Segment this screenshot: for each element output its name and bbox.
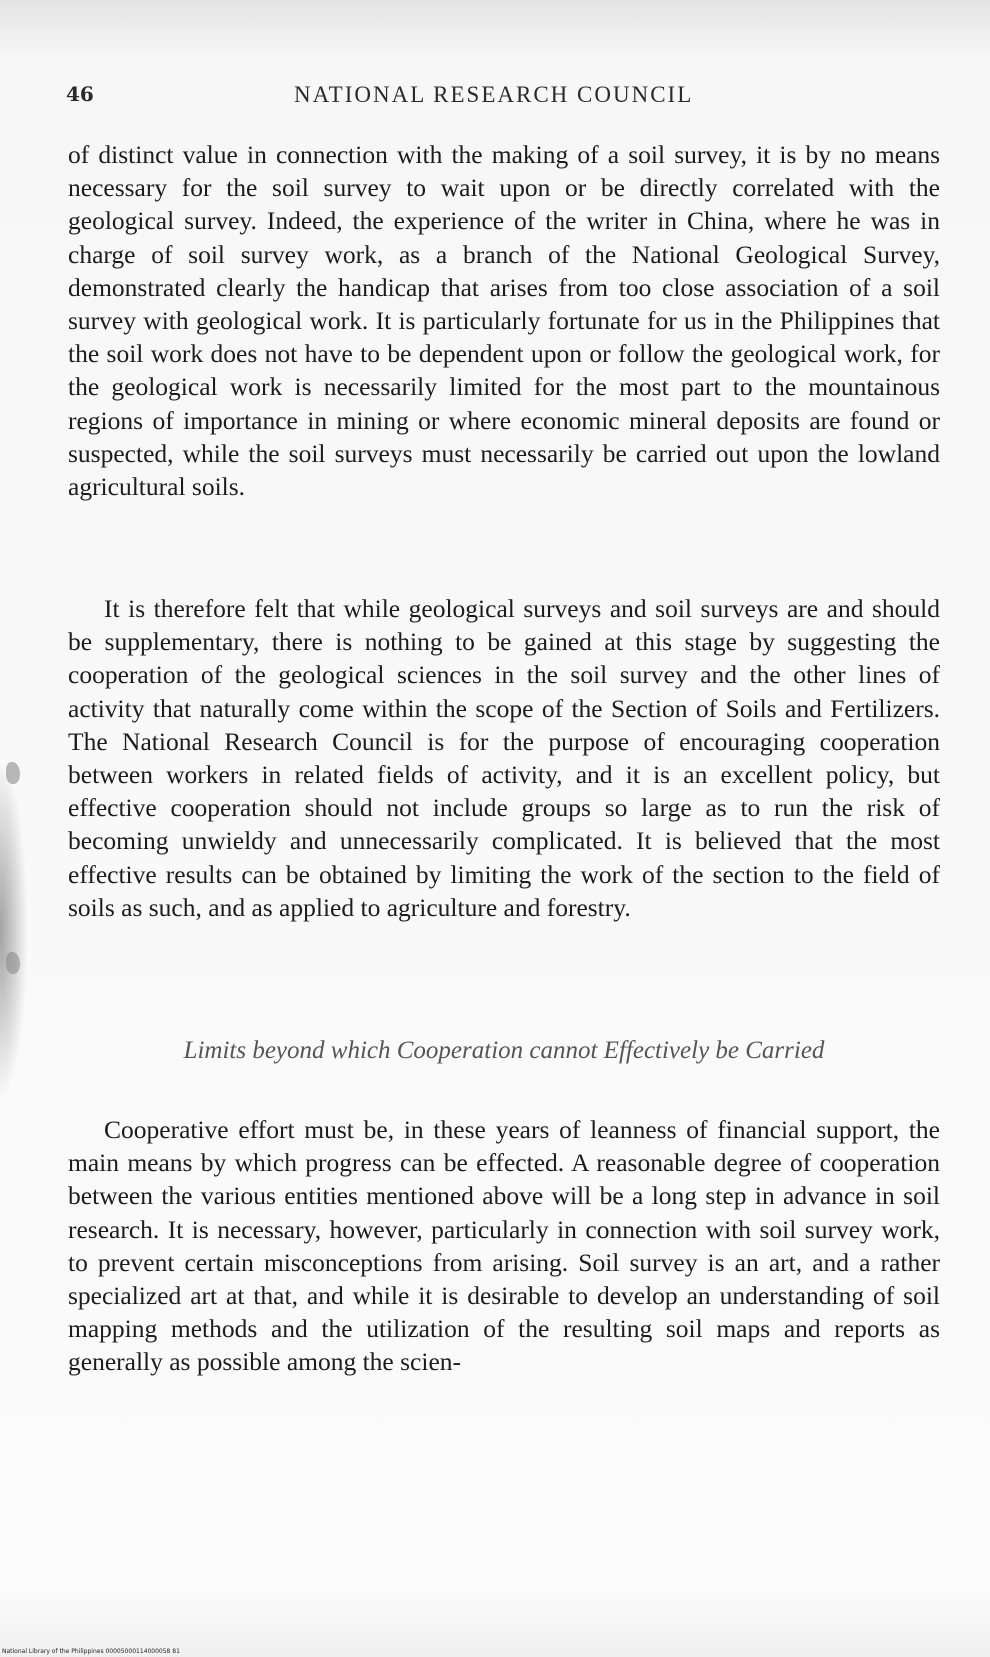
page-header	[64, 78, 944, 112]
paragraph-1: of distinct value in connection with the making of a soil survey, it is by no means necessary for the soil survey to wait upon or be directly correlated with the geological survey. Indeed, the experience of the writer in China, where he was in charge of soil survey work, as a branch of the National Geological Survey, demonstrated clearly the handicap that arises from too close association of a soil survey with geological work. It is particularly fortunate for us in the Philippines that the soil work does not have to be dependent upon or follow the geological work, for the geological work is necessarily limited for the most part to the mountainous regions of importance in mining or where economic mineral deposits are found or suspected, while the soil surveys must necessarily be carried out upon the lowland agricultural soils.	[68, 140, 940, 502]
page-number: 46	[66, 82, 94, 106]
section-heading: Limits beyond which Cooperation cannot Effectively be Carried	[183, 1037, 825, 1064]
running-head: NATIONAL RESEARCH COUNCIL	[294, 82, 694, 107]
binding-shadow	[0, 760, 28, 1100]
paragraph-2: It is therefore felt that while geological surveys and soil surveys are and should be supplementary, there is nothing to be gained at this stage by suggesting the cooperation of the geological sciences in the soil survey and the other lines of activity that naturally come within the scope of the Section of Soils and Fertilizers. The National Research Council is for the purpose of encouraging cooperation between workers in related fields of activity, and it is an excellent policy, but effective cooperation should not include groups so large as to run the risk of becoming unwieldy and unnecessarily complicated. It is believed that the most effective results can be obtained by limiting the work of the section to the field of soils as such, and as applied to agriculture and forestry.	[68, 594, 940, 922]
binding-mark	[6, 762, 20, 784]
paragraph-3: Cooperative effort must be, in these years of leanness of financial support, the main means by which progress can be effected. A reasonable degree of cooperation between the various entities mentioned above will be a long step in advance in soil research. It is necessary, however, particularly in connection with soil survey work, to prevent certain misconceptions from arising. Soil survey is an art, and a rather specialized art at that, and while it is desirable to develop an understanding of soil mapping methods and the utilization of the resulting soil maps and reports as generally as possible among the scien-	[68, 1115, 940, 1377]
footer-attribution: National Library of the Philippines 00005000114000058 81	[2, 1648, 180, 1655]
binding-mark	[6, 952, 20, 974]
